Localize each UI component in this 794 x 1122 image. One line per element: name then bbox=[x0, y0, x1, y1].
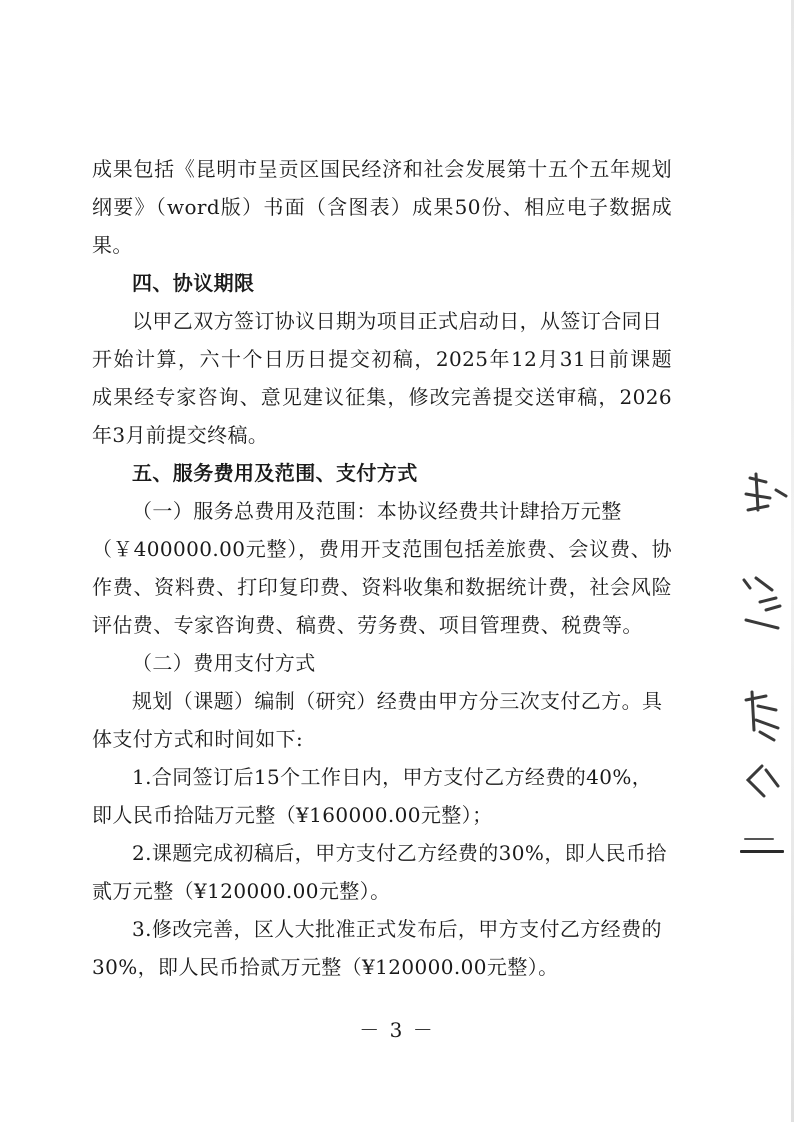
paragraph-line: 成果包括《昆明市呈贡区国民经济和社会发展第十五个五年规划 bbox=[92, 157, 672, 181]
paragraph-line: 即人民币拾陆万元整（¥160000.00元整）； bbox=[92, 803, 493, 827]
paragraph-line: 评估费、专家咨询费、稿费、劳务费、项目管理费、税费等。 bbox=[92, 613, 643, 637]
paragraph-line: （￥400000.00元整），费用开支范围包括差旅费、会议费、协 bbox=[92, 537, 672, 561]
paragraph-line: 贰万元整（¥120000.00元整）。 bbox=[92, 879, 391, 903]
payment-item-3: 3.修改完善，区人大批准正式发布后，甲方支付乙方经费的 bbox=[132, 917, 662, 941]
seal-fragment-icon bbox=[736, 470, 794, 870]
paragraph-line: 成果经专家咨询、意见建议征集，修改完善提交送审稿，2026 bbox=[92, 385, 672, 409]
document-body bbox=[92, 150, 672, 986]
subsection-heading-payment-method: （二）费用支付方式 bbox=[132, 651, 316, 675]
paragraph-line: 果。 bbox=[92, 233, 133, 257]
paragraph-line: 体支付方式和时间如下: bbox=[92, 727, 304, 751]
paragraph-line: 作费、资料费、打印复印费、资料收集和数据统计费，社会风险 bbox=[92, 575, 672, 599]
paragraph-line: 30%，即人民币拾贰万元整（¥120000.00元整）。 bbox=[92, 955, 559, 979]
paragraph-line: 规划（课题）编制（研究）经费由甲方分三次支付乙方。具 bbox=[132, 689, 663, 713]
section-heading-agreement-period: 四、协议期限 bbox=[132, 271, 255, 295]
payment-item-1: 1.合同签订后15个工作日内，甲方支付乙方经费的40%， bbox=[132, 765, 653, 789]
seal-fragments bbox=[736, 470, 794, 870]
paragraph-line: 以甲乙双方签订协议日期为项目正式启动日，从签订合同日 bbox=[132, 309, 663, 333]
paragraph-line: （一）服务总费用及范围：本协议经费共计肆拾万元整 bbox=[132, 499, 622, 523]
paragraph-line: 开始计算，六十个日历日提交初稿，2025年12月31日前课题 bbox=[92, 347, 672, 371]
paragraph-line: 年3月前提交终稿。 bbox=[92, 423, 269, 447]
page-number: － 3 － bbox=[359, 1018, 435, 1042]
paragraph-line: 纲要》（word版）书面（含图表）成果50份、相应电子数据成 bbox=[92, 195, 672, 219]
payment-item-2: 2.课题完成初稿后，甲方支付乙方经费的30%，即人民币拾 bbox=[132, 841, 667, 865]
section-heading-fees-and-payment: 五、服务费用及范围、支付方式 bbox=[132, 461, 418, 485]
